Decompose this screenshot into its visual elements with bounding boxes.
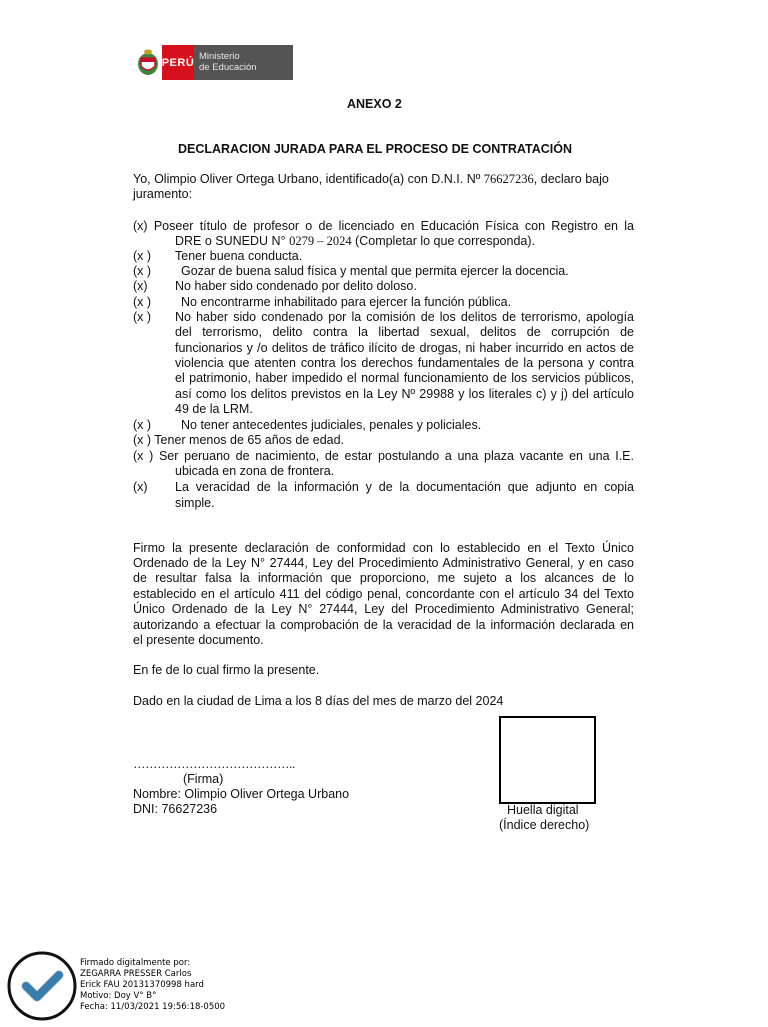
logo-peru-label: PERÚ — [162, 45, 194, 80]
item9-line2: ubicada en zona de frontera. — [175, 464, 335, 478]
item6-line: violencia que atenten contra los derechos fundamentales de la persona y contra — [175, 356, 634, 370]
logo-ministerio-line2: de Educación — [199, 62, 257, 73]
paragraph-line: el presente documento. — [133, 633, 264, 647]
stamp-line: Firmado digitalmente por: — [80, 958, 191, 968]
signer-name: Nombre: Olimpio Oliver Ortega Urbano — [133, 787, 350, 801]
document-title: DECLARACION JURADA PARA EL PROCESO DE CONTRATACIÓN — [178, 142, 572, 156]
item9-line1: (x ) Ser peruano de nacimiento, de estar postulando a una plaza vacante en una I.E. — [133, 449, 634, 463]
intro-dni: 76627236 — [483, 172, 534, 186]
item2-mark: (x ) — [133, 249, 152, 263]
item5-mark: (x ) — [133, 295, 152, 309]
item6-line: 49 de la LRM. — [175, 402, 253, 416]
paragraph-line: autorizando a efectuar la comprobación de la veracidad de la información declarada en — [133, 618, 634, 632]
paragraph-line: Firmo la presente declaración de conformidad con lo establecido en el Texto Único — [133, 541, 634, 555]
fingerprint-label: Huella digital — [507, 803, 579, 817]
item3-mark: (x ) — [133, 264, 152, 278]
item1-registration: 0279 – 2024 — [289, 234, 352, 248]
item8-text: (x ) Tener menos de 65 años de edad. — [133, 433, 345, 447]
digital-signature-text — [80, 958, 225, 1013]
item6-line: No haber sido condenado por la comisión de los delitos de terrorismo, apología — [175, 310, 634, 324]
item10-mark: (x) — [133, 480, 148, 494]
item3-text: Gozar de buena salud física y mental que permita ejercer la docencia. — [181, 264, 569, 278]
place-date-line: Dado en la ciudad de Lima a los 8 días del mes de marzo del 2024 — [133, 694, 504, 708]
item2-text: Tener buena conducta. — [175, 249, 303, 263]
item6-line: funcionarios y /o delitos de tráfico ilícito de drogas, ni haber incurrido en actos de — [175, 341, 634, 355]
item4-text: No haber sido condenado por delito doloso. — [175, 279, 417, 293]
item5-text: No encontrarme inhabilitado para ejercer la función pública. — [181, 295, 512, 309]
stamp-line: Motivo: Doy V° B° — [80, 991, 157, 1001]
signer-dni: DNI: 76627236 — [133, 802, 218, 816]
coat-of-arms-icon — [134, 45, 162, 80]
annex-title: ANEXO 2 — [347, 97, 402, 111]
item1-line1: (x) Poseer título de profesor o de licenciado en Educación Física con Registro en la — [133, 219, 634, 233]
item10-line1: La veracidad de la información y de la documentación que adjunto en copia — [175, 480, 634, 494]
paragraph-line: Ordenado de la Ley N° 27444, Ley del Procedimiento Administrativo General, y en caso — [133, 556, 634, 570]
item10-line2: simple. — [175, 496, 215, 510]
item6-line: el patrimonio, haber impedido el normal funcionamiento de los servicios públicos, — [175, 371, 634, 385]
intro-line1: Yo, Olimpio Oliver Ortega Urbano, identificado(a) con D.N.I. Nº 76627236, declaro bajo — [133, 172, 609, 186]
digital-signature-check-icon — [6, 950, 78, 1022]
item6-line: del terrorismo, delito contra la libertad sexual, delitos de corrupción de — [175, 325, 634, 339]
item6-mark: (x ) — [133, 310, 152, 324]
fingerprint-box — [499, 716, 596, 804]
logo-ministerio — [194, 45, 293, 80]
signature-line: ………………………………….. — [133, 757, 295, 771]
stamp-line: Erick FAU 20131370998 hard — [80, 980, 204, 990]
logo-ministerio-line1: Ministerio — [199, 51, 240, 62]
paragraph-line: establecido en el artículo 411 del código penal, concordante con el artículo 34 del Texto — [133, 587, 634, 601]
item4-mark: (x) — [133, 279, 148, 293]
fe-line: En fe de lo cual firmo la presente. — [133, 663, 320, 677]
item6-line: así como los delitos previstos en la Ley Nº 29988 y los literales c) y j) del artículo — [175, 387, 634, 401]
stamp-line: ZEGARRA PRESSER Carlos — [80, 969, 192, 979]
paragraph-line: Único Ordenado de la Ley N° 27444, Ley del Procedimiento Administrativo General; — [133, 602, 634, 616]
item7-text: No tener antecedentes judiciales, penales y policiales. — [181, 418, 482, 432]
stamp-line: Fecha: 11/03/2021 19:56:18-0500 — [80, 1002, 226, 1012]
signature-label: (Firma) — [183, 772, 224, 786]
intro-line2: juramento: — [133, 187, 193, 201]
item7-mark: (x ) — [133, 418, 152, 432]
item1-line2: DRE o SUNEDU N° 0279 – 2024 (Completar lo que corresponda). — [175, 234, 535, 248]
fingerprint-sublabel: (Índice derecho) — [499, 818, 590, 832]
ministry-logo — [134, 45, 293, 80]
paragraph-line: de resultar falsa la información que proporciono, me sujeto a los alcances de lo — [133, 571, 634, 585]
